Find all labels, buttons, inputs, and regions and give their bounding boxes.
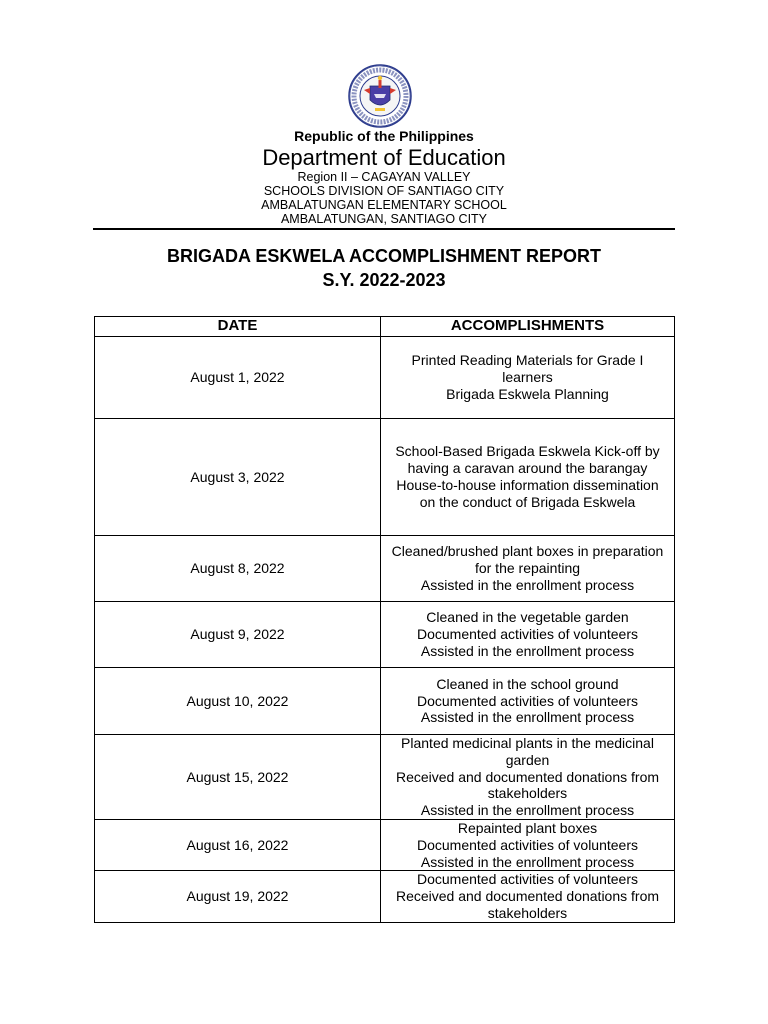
department-title: Department of Education [262,145,506,170]
row-date: August 9, 2022 [95,602,381,668]
row-accomplishments [381,871,675,922]
school-address: AMBALATUNGAN, SANTIAGO CITY [280,212,488,226]
accomplishment-table [94,316,675,923]
accomplishment-item: School-Based Brigada Eskwela Kick-off by having a caravan around the barangay [395,443,660,477]
school-year: S.Y. 2022-2023 [322,270,446,290]
accomplishment-item: Printed Reading Materials for Grade I learners [411,352,644,386]
accomplishment-item: Documented activities of volunteers [417,692,638,709]
republic-label: Republic of the Philippines [294,128,474,144]
accomplishment-item: Assisted in the enrollment process [420,853,635,870]
row-date: August 1, 2022 [95,337,381,419]
row-date: August 10, 2022 [95,668,381,735]
school-name: AMBALATUNGAN ELEMENTARY SCHOOL [261,198,507,212]
accomplishment-item: Assisted in the enrollment process [420,709,635,726]
region-label: Region II – CAGAYAN VALLEY [297,170,471,184]
table-row [95,735,675,820]
table-row [95,419,675,536]
table-row [95,668,675,735]
header-divider [93,228,675,230]
division-label: SCHOOLS DIVISION OF SANTIAGO CITY [263,184,505,198]
row-accomplishments [381,337,675,419]
column-header-accomplishments: ACCOMPLISHMENTS [381,317,675,337]
row-date: August 16, 2022 [95,820,381,871]
table-header-row [95,317,675,337]
deped-seal-icon [348,64,412,128]
column-header-date: DATE [95,317,381,337]
table-row [95,602,675,668]
table-row [95,820,675,871]
row-date: August 19, 2022 [95,871,381,922]
row-date: August 3, 2022 [95,419,381,536]
table-row [95,536,675,602]
accomplishment-item: Received and documented donations from stakeholders [395,888,660,921]
accomplishment-item: Documented activities of volunteers [417,871,638,888]
row-date: August 15, 2022 [95,735,381,820]
row-accomplishments [381,735,675,820]
row-accomplishments [381,536,675,602]
row-accomplishments [381,668,675,735]
row-accomplishments [381,820,675,871]
accomplishment-item: Brigada Eskwela Planning [446,385,609,402]
table-row [95,871,675,922]
table-row [95,337,675,419]
accomplishment-item: Assisted in the enrollment process [420,802,635,819]
accomplishment-item: Planted medicinal plants in the medicinal garden [401,735,654,768]
row-accomplishments [381,602,675,668]
report-title: BRIGADA ESKWELA ACCOMPLISHMENT REPORT [167,246,601,266]
accomplishment-item: Documented activities of volunteers [417,836,638,853]
accomplishment-item: Assisted in the enrollment process [420,576,635,593]
accomplishment-item: Cleaned in the school ground [436,675,619,692]
accomplishment-item: Cleaned/brushed plant boxes in preparation for the repainting [391,543,664,577]
accomplishment-item: House-to-house information dissemination on the conduct of Brigada Eskwela [396,477,659,510]
accomplishment-item: Assisted in the enrollment process [420,642,635,659]
row-date: August 8, 2022 [95,536,381,602]
row-accomplishments [381,419,675,536]
accomplishment-item: Documented activities of volunteers [417,626,638,643]
accomplishment-item: Received and documented donations from stakeholders [395,768,660,802]
accomplishment-item: Repainted plant boxes [457,820,598,836]
accomplishment-item: Cleaned in the vegetable garden [426,609,629,626]
